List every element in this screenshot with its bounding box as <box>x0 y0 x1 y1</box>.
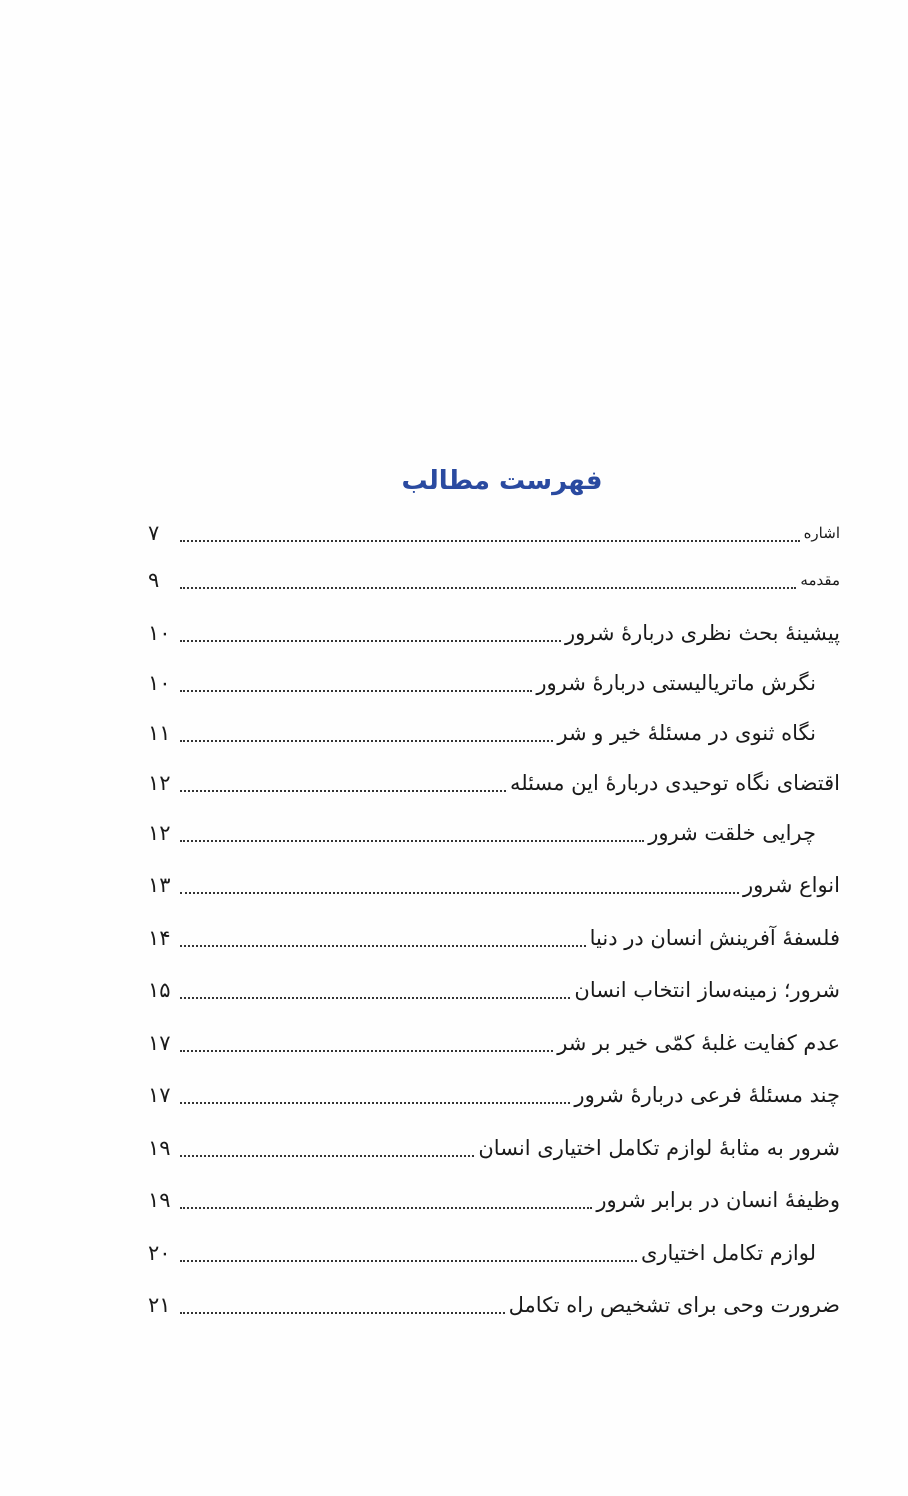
dot-leader <box>180 640 561 642</box>
dot-leader <box>180 540 800 542</box>
toc-entry-label: چند مسئلهٔ فرعی دربارهٔ شرور <box>574 1083 840 1107</box>
toc-entry-label: شرور؛ زمینه‌ساز انتخاب انسان <box>574 978 840 1002</box>
toc-entry <box>148 516 840 550</box>
toc-entry <box>148 1288 840 1322</box>
toc-entry-label: وظیفهٔ انسان در برابر شرور <box>596 1188 840 1212</box>
toc-entry <box>148 973 840 1007</box>
toc-entry-label: اشاره <box>803 524 840 542</box>
toc-entry-page: ۱۲ <box>148 821 171 845</box>
dot-leader <box>180 840 644 842</box>
dot-leader <box>180 1155 474 1157</box>
toc-entry-label: نگاه ثنوی در مسئلهٔ خیر و شر <box>557 721 816 745</box>
toc-entry-page: ۱۳ <box>148 873 171 897</box>
dot-leader <box>180 690 532 692</box>
dot-leader <box>180 1207 592 1209</box>
toc-entry-page: ۱۴ <box>148 926 171 950</box>
toc-entry-label: لوازم تکامل اختیاری <box>640 1241 816 1265</box>
toc-entry <box>148 1131 840 1165</box>
toc-entry-page: ۱۲ <box>148 771 171 795</box>
toc-entry <box>148 816 840 850</box>
toc-entry <box>148 921 840 955</box>
toc-entry <box>148 1026 840 1060</box>
toc-entry-label: عدم کفایت غلبهٔ کمّی خیر بر شر <box>557 1031 840 1055</box>
toc-entry-label: ضرورت وحی برای تشخیص راه تکامل <box>508 1293 840 1317</box>
toc-entry-page: ۷ <box>148 521 160 545</box>
toc-entry-page: ۱۷ <box>148 1031 171 1055</box>
toc-entry-label: نگرش ماتریالیستی دربارهٔ شرور <box>536 671 816 695</box>
toc-entry-page: ۲۰ <box>148 1241 171 1265</box>
dot-leader <box>180 740 553 742</box>
dot-leader <box>180 1102 570 1104</box>
toc-entry-page: ۲۱ <box>148 1293 171 1317</box>
toc-entry-page: ۹ <box>148 568 160 592</box>
dot-leader <box>180 997 570 999</box>
toc-entry <box>148 666 840 700</box>
toc-entry <box>148 563 840 597</box>
dot-leader <box>180 1260 637 1262</box>
page-title: فهرست مطالب <box>401 466 603 496</box>
toc-entry <box>148 1183 840 1217</box>
dot-leader <box>180 790 506 792</box>
toc-entry-page: ۱۷ <box>148 1083 171 1107</box>
toc-entry-label: شرور به مثابهٔ لوازم تکامل اختیاری انسان <box>478 1136 840 1160</box>
toc-entry-label: انواع شرور <box>742 873 840 897</box>
toc-entry <box>148 716 840 750</box>
toc-entry <box>148 1236 840 1270</box>
toc-entry <box>148 766 840 800</box>
toc-entry-label: اقتضای نگاه توحیدی دربارهٔ این مسئله <box>509 771 840 795</box>
dot-leader <box>180 1312 505 1314</box>
toc-entry-page: ۱۱ <box>148 721 171 745</box>
toc-entry-page: ۱۰ <box>148 671 171 695</box>
toc-entry-label: پیشینهٔ بحث نظری دربارهٔ شرور <box>564 621 840 645</box>
toc-entry <box>148 868 840 902</box>
toc-entry-page: ۱۹ <box>148 1188 171 1212</box>
toc-entry-page: ۱۵ <box>148 978 171 1002</box>
toc-entry-page: ۱۹ <box>148 1136 171 1160</box>
toc-entry-label: مقدمه <box>800 571 840 589</box>
dot-leader <box>180 1050 553 1052</box>
toc-entry <box>148 616 840 650</box>
toc-entry-label: چرایی خلقت شرور <box>648 821 816 845</box>
toc-entry-page: ۱۰ <box>148 621 171 645</box>
dot-leader <box>180 587 796 589</box>
toc-entry-label: فلسفهٔ آفرینش انسان در دنیا <box>589 926 840 950</box>
toc-entry <box>148 1078 840 1112</box>
dot-leader <box>180 945 586 947</box>
dot-leader <box>180 892 739 894</box>
